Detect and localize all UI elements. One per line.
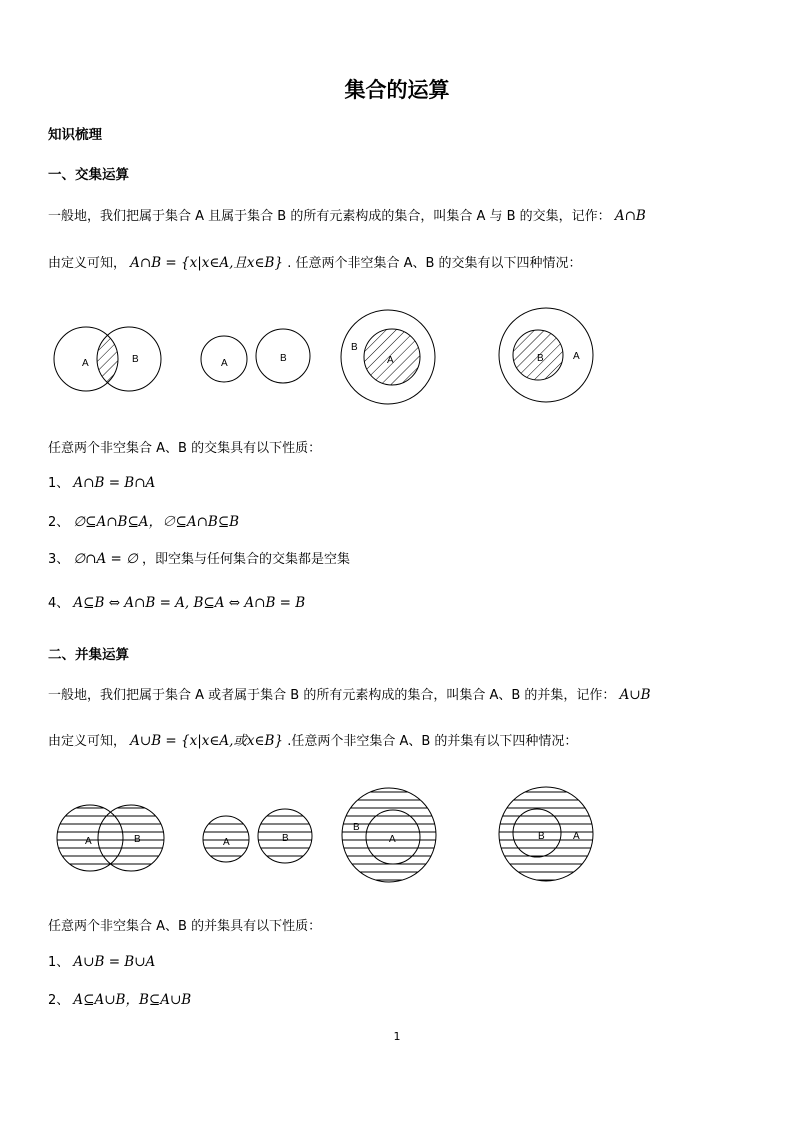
intersection-definition — [48, 205, 646, 224]
intersection-property-3 — [48, 548, 350, 567]
label-a: A — [223, 837, 230, 848]
label-a: A — [82, 358, 89, 369]
property-number: 4、 — [48, 596, 70, 611]
intersection-eq-formula: A∩B = {x|x∈A,且x∈B} — [130, 255, 284, 271]
union-venn-diagrams — [0, 780, 794, 890]
property-formula: A⊆A∪B，B⊆A∪B — [73, 992, 192, 1008]
property-formula: ∅∩A = ∅ — [73, 551, 138, 567]
union-eq-formula: A∪B = {x|x∈A,或x∈B} — [130, 733, 284, 749]
property-formula: A∪B = B∪A — [73, 954, 156, 970]
page-title: 集合的运算 — [344, 78, 450, 102]
label-b: B — [353, 822, 360, 833]
property-suffix: ，即空集与任何集合的交集都是空集 — [142, 552, 351, 567]
property-number: 2、 — [48, 515, 70, 530]
label-a: A — [387, 355, 394, 366]
property-number: 3、 — [48, 552, 70, 567]
property-formula: A∩B = B∩A — [73, 475, 156, 491]
label-b: B — [134, 834, 141, 845]
label-b: B — [132, 354, 139, 365]
intersection-fig-disjoint — [201, 329, 310, 383]
union-fig-overlap — [57, 805, 164, 871]
intersection-equation-line — [48, 251, 582, 271]
union-property-1 — [48, 951, 155, 970]
label-a: A — [573, 831, 580, 842]
intersection-def-text: 一般地，我们把属于集合 A 且属于集合 B 的所有元素构成的集合，叫集合 A 与 B 的交集，记作： — [48, 209, 611, 224]
union-properties-intro: 任意两个非空集合 A、B 的并集具有以下性质： — [48, 919, 322, 934]
label-a: A — [573, 351, 580, 362]
union-heading: 二、并集运算 — [48, 647, 129, 663]
label-a: A — [85, 836, 92, 847]
property-formula: A⊆B ⇔ A∩B = A, B⊆A ⇔ A∩B = B — [73, 595, 306, 611]
union-fig-b-in-a — [499, 787, 593, 881]
union-eq-suffix: .任意两个非空集合 A、B 的并集有以下四种情况： — [287, 734, 578, 749]
union-def-symbol: A∪B — [619, 687, 651, 703]
union-property-2 — [48, 988, 191, 1008]
intersection-fig-a-in-b — [341, 310, 435, 404]
label-b: B — [537, 353, 544, 364]
intersection-property-1 — [48, 472, 155, 491]
intersection-eq-prefix: 由定义可知， — [48, 256, 127, 271]
property-number: 2、 — [48, 993, 70, 1008]
union-fig-a-in-b — [342, 788, 436, 882]
intersection-fig-overlap — [54, 327, 161, 391]
page-number: 1 — [393, 1030, 401, 1043]
union-def-text: 一般地，我们把属于集合 A 或者属于集合 B 的所有元素构成的集合，叫集合 A、B 的并集，记作： — [48, 688, 616, 703]
intersection-property-4 — [48, 592, 305, 611]
union-eq-prefix: 由定义可知， — [48, 734, 127, 749]
label-a: A — [221, 358, 228, 369]
intersection-property-2 — [48, 510, 239, 530]
intersection-properties-intro: 任意两个非空集合 A、B 的交集具有以下性质： — [48, 441, 322, 456]
label-a: A — [389, 834, 396, 845]
intersection-heading: 一、交集运算 — [48, 167, 129, 183]
union-fig-disjoint — [203, 809, 312, 863]
property-formula: ∅⊆A∩B⊆A，∅⊆A∩B⊆B — [73, 514, 240, 530]
intersection-fig-b-in-a — [499, 308, 593, 402]
intersection-def-symbol: A∩B — [614, 208, 646, 224]
property-number: 1、 — [48, 476, 70, 491]
section-overview-heading: 知识梳理 — [48, 127, 102, 143]
intersection-eq-suffix: . 任意两个非空集合 A、B 的交集有以下四种情况： — [287, 256, 582, 271]
union-equation-line — [48, 729, 577, 749]
label-b: B — [280, 353, 287, 364]
label-b: B — [351, 342, 358, 353]
property-number: 1、 — [48, 955, 70, 970]
label-b: B — [538, 831, 545, 842]
intersection-venn-diagrams — [0, 300, 794, 410]
label-b: B — [282, 833, 289, 844]
union-definition — [48, 684, 651, 703]
